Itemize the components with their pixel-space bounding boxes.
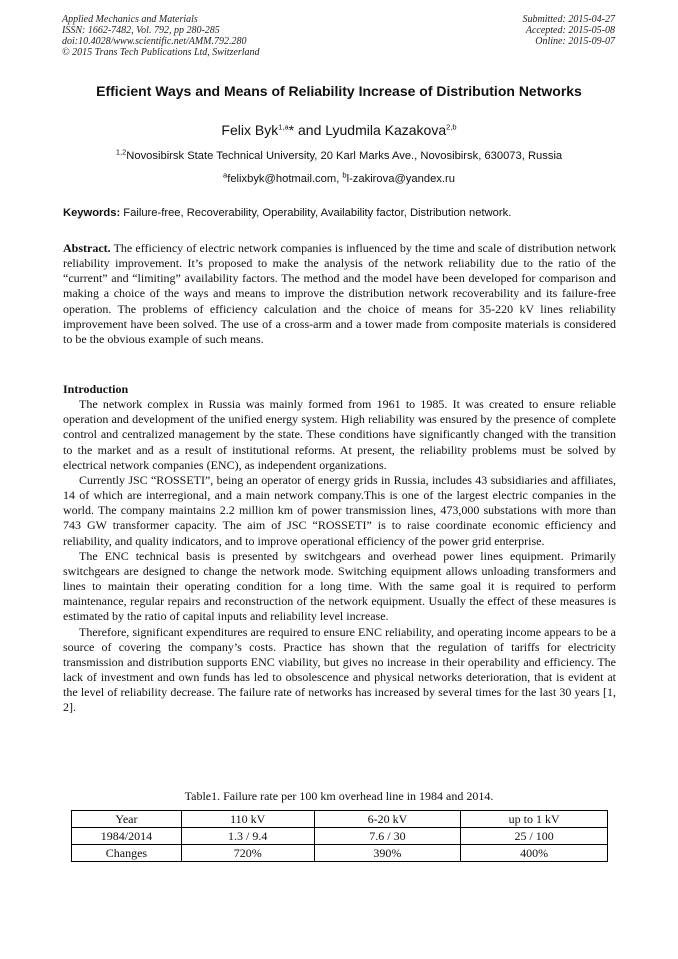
- journal-doi: doi:10.4028/www.scientific.net/AMM.792.280: [62, 36, 247, 47]
- table-row: [72, 828, 608, 845]
- paper-title: Efficient Ways and Means of Reliability Increase of Distribution Networks: [96, 83, 582, 99]
- journal-info: [62, 14, 260, 58]
- table-cell: 390%: [314, 845, 461, 862]
- table-cell: 25 / 100: [461, 828, 608, 845]
- author-emails: [0, 172, 678, 186]
- author-1: Felix Byk: [221, 122, 279, 138]
- email-a[interactable]: felixbyk@hotmail.com,: [227, 173, 343, 185]
- failure-rate-table: [71, 810, 608, 862]
- paragraph: The network complex in Russia was mainly formed from 1961 to 1985. It was created to ensure reliable operation and development of the unified energy system. High reliability was ensured by the presence of complete control and centralized management by the state. These conditions have significantly changed with the transition to the market and as a result of institutional reforms. At present, the reliability problems must be solved by electrical network companies (ENC), as independent organizations.: [63, 397, 616, 472]
- table-header-cell: 6-20 kV: [314, 811, 461, 828]
- table-cell: 1.3 / 9.4: [181, 828, 314, 845]
- email-a-sup: a: [223, 170, 228, 180]
- table-header-cell: Year: [72, 811, 182, 828]
- date-accepted: Accepted: 2015-05-08: [525, 25, 615, 36]
- journal-name: Applied Mechanics and Materials: [62, 14, 198, 25]
- date-submitted: Submitted: 2015-04-27: [522, 14, 615, 25]
- date-online: Online: 2015-09-07: [535, 36, 615, 47]
- keywords-text: Failure-free, Recoverability, Operability, Availability factor, Distribution network.: [120, 207, 512, 219]
- paragraph: Therefore, significant expenditures are required to ensure ENC reliability, and operating income appears to be a source of covering the company’s costs. Practice has shown that the regulation of tariffs for electricity transmission and distribution supports ENC viability, but gives no increase in their operability and efficiency. The lack of investment and own funds has led to obsolescence and physical networks deterioration, that is evident at the level of reliability decrease. The failure rate of networks has increased by several times for the last 30 years [1, 2].: [63, 624, 616, 715]
- keywords-label: Keywords:: [63, 207, 121, 219]
- table-header-cell: up to 1 kV: [461, 811, 608, 828]
- affiliation-text: Novosibirsk State Technical University, 20 Karl Marks Ave., Novosibirsk, 630073, Russia: [126, 150, 563, 162]
- abstract: [63, 241, 616, 347]
- table-caption: Table1. Failure rate per 100 km overhead line in 1984 and 2014.: [184, 789, 494, 803]
- abstract-text: The efficiency of electric network companies is influenced by the time and scale of distribution network reliability improvement. It’s proposed to make the analysis of the network reliability due to the ratio of the “current” and “limiting” availability factors. The method and the model have been developed for comparison and making a choice of the ways and means to improve the distribution network recoverability and its failure-free operation. The problems of efficiency calculation and the choice of means for 35-220 kV lines reliability improvement have been solved. The use of a cross-arm and a tower made from composite materials is considered to be the obvious example of such means.: [63, 241, 616, 346]
- table-cell: 400%: [461, 845, 608, 862]
- author-2-affil: 2,b: [446, 122, 457, 132]
- table-cell: 720%: [181, 845, 314, 862]
- author-2: Lyudmila Kazakova: [325, 122, 447, 138]
- corresponding-mark: *: [288, 122, 295, 138]
- journal-copyright: © 2015 Trans Tech Publications Ltd, Switzerland: [62, 47, 260, 58]
- abstract-label: Abstract.: [63, 241, 111, 255]
- keywords: [63, 206, 616, 220]
- author-list: [0, 121, 678, 139]
- author-conjunction: and: [294, 122, 326, 138]
- affiliation-sup: 1,2: [115, 147, 127, 157]
- introduction-section: [63, 382, 616, 715]
- table-cell: 1984/2014: [72, 828, 182, 845]
- affiliation: [0, 149, 678, 163]
- section-heading: Introduction: [63, 382, 129, 396]
- email-b[interactable]: l-zakirova@yandex.ru: [346, 173, 455, 185]
- publication-dates: [523, 14, 616, 47]
- table-row: [72, 845, 608, 862]
- paragraph: Currently JSC “ROSSETI”, being an operator of energy grids in Russia, includes 43 subsidiaries and affiliates, 14 of which are interregional, and a main network company.This is one of the largest electric companies in the world. The company maintains 2.2 million km of power transmission lines, 473,000 substations with more than 743 GW transformer capacity. The aim of JSC “ROSSETI” is to raise coordinate economic efficiency and reliability, and quality indicators, and to improve operational efficiency of the power grid enterprise.: [63, 472, 616, 548]
- paragraph: The ENC technical basis is presented by switchgears and overhead power lines equipment. Primarily switchgears are designed to change the network mode. Switching equipment allows unloading transformers and lines to maintain their operating condition for a long time. With the same goal it is required to perform maintenance, regular repairs and reconstruction of the network equipment. Usually the effect of these measures is estimated by the ratio of capital inputs and reliability level increase.: [63, 548, 616, 624]
- table-cell: Changes: [72, 845, 182, 862]
- table-header-cell: 110 kV: [181, 811, 314, 828]
- author-1-affil: 1,a: [278, 122, 289, 132]
- email-b-sup: b: [342, 170, 347, 180]
- table-header-row: [72, 811, 608, 828]
- table-cell: 7.6 / 30: [314, 828, 461, 845]
- journal-issn: ISSN: 1662-7482, Vol. 792, pp 280-285: [62, 25, 220, 36]
